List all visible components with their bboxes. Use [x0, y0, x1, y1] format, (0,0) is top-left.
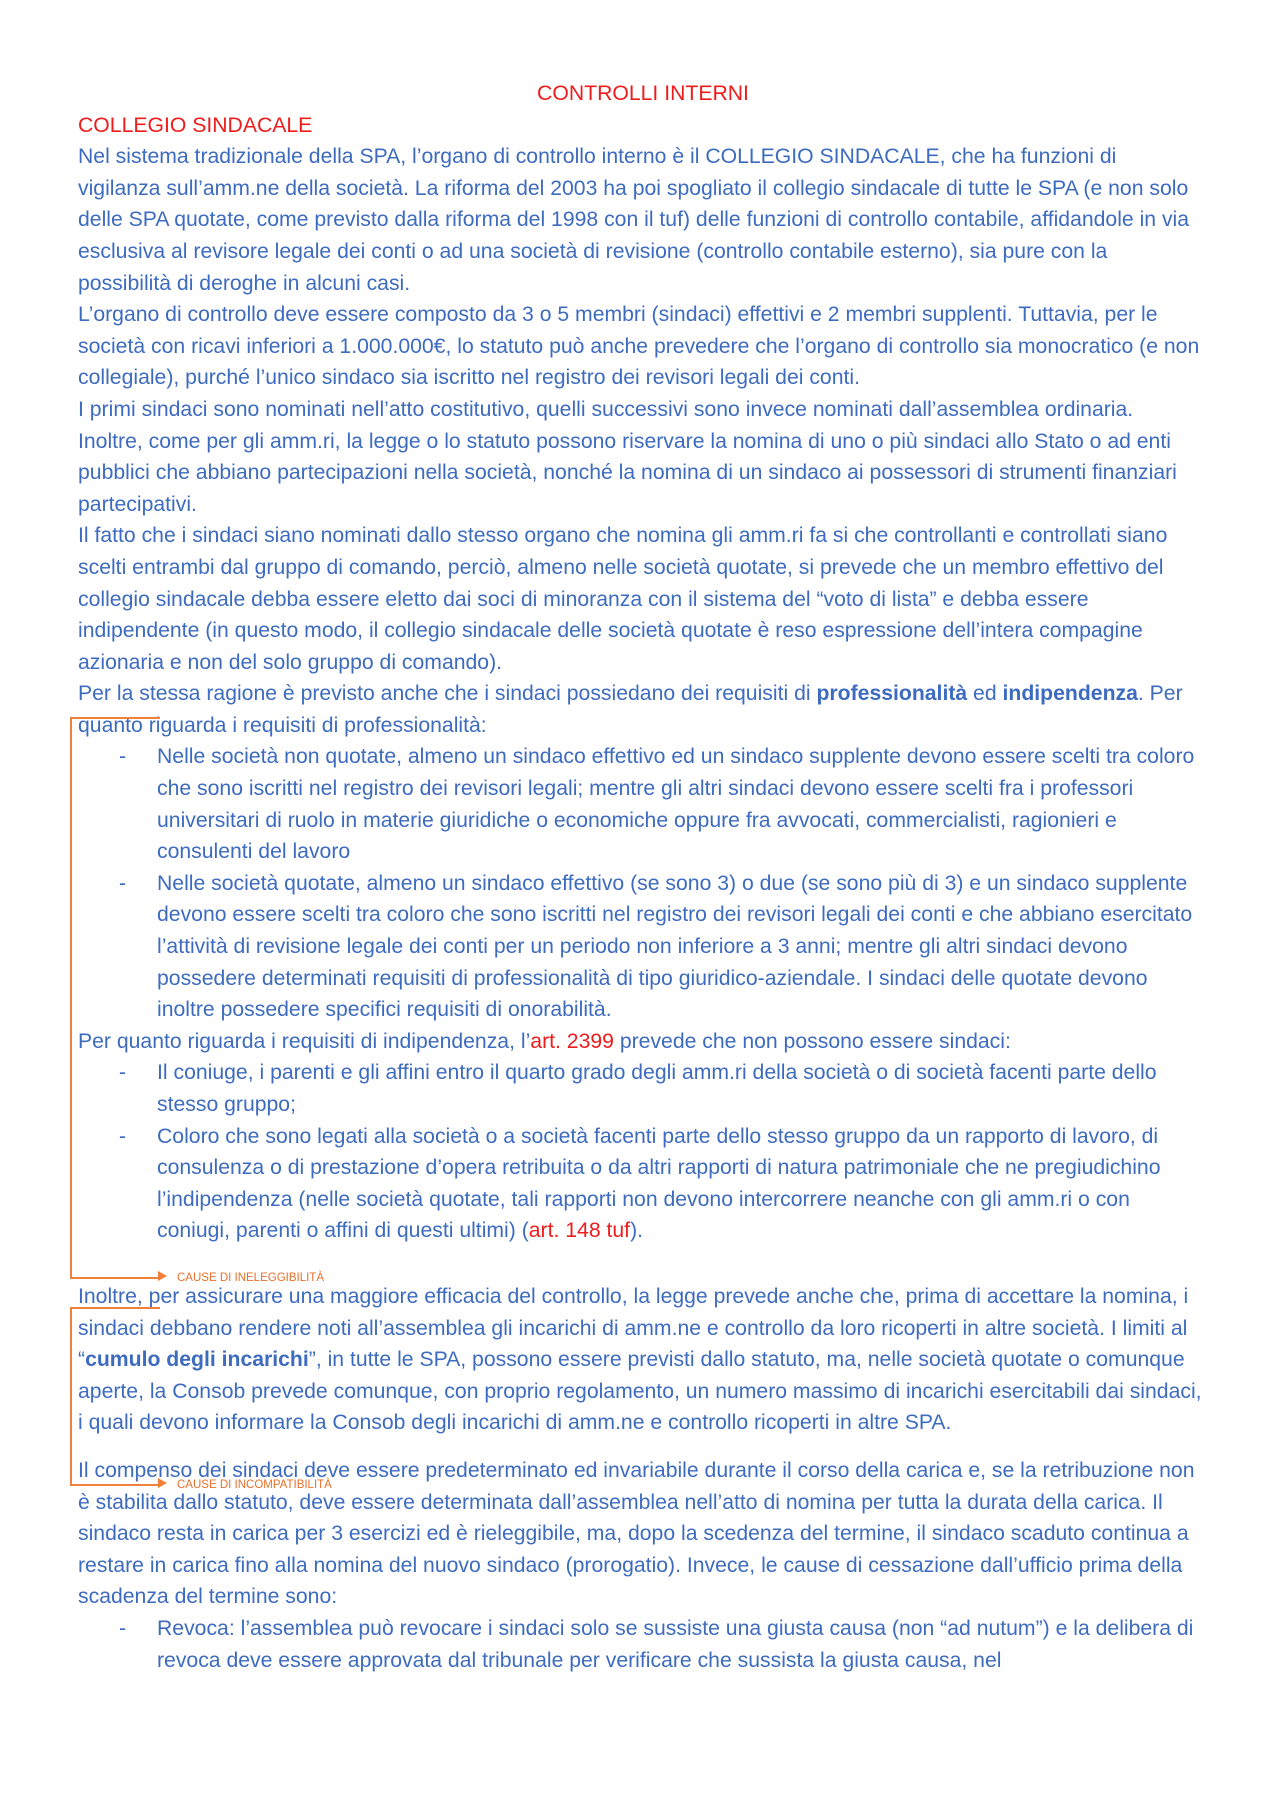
incompatibilita-arrow-icon	[158, 1478, 167, 1488]
paragraph-7: Inoltre, per assicurare una maggiore efficacia del controllo, la legge prevede anche che, prima di accettare la nomina, i sindaci debbano rendere noti all’assemblea gli incarichi di amm.ne e controllo da loro ricoperti in altre società. I limiti al “cumulo degli incarichi”, in tutte le SPA, possono essere previsti dallo statuto, ma, nelle società quotate o comunque aperte, la Consob prevede comunque, con proprio regolamento, un numero massimo di incarichi esercitabili dai sindaci, i quali devono informare la Consob degli incarichi di amm.ne e controllo ricoperti in altre SPA.	[78, 1284, 1202, 1435]
paragraph-1: Nel sistema tradizionale della SPA, l’organo di controllo interno è il COLLEGIO SINDACALE, che ha funzioni di vigilanza sull’amm.ne della società. La riforma del 2003 ha poi spogliato il collegio sindacale di tutte le SPA (e non solo delle SPA quotate, come previsto dalla riforma del 1998 con il tuf) delle funzioni di controllo contabile, affidandole in via esclusiva al revisore legale dei conti o ad una società di revisione (controllo contabile esterno), sia pure con la possibilità di deroghe in alcuni casi.	[78, 145, 1190, 295]
article-reference: art. 2399	[530, 1029, 614, 1053]
list-item: - Revoca: l’assemblea può revocare i sindaci solo se sussiste una giusta causa (non “ad nutum”) e la delibera di revoca deve essere approvata dal tribunale per verificare che sussista la giusta causa, nel	[157, 1613, 1203, 1676]
paragraph-6: Per quanto riguarda i requisiti di indipendenza, l’art. 2399 prevede che non possono essere sindaci:	[78, 1029, 1011, 1053]
paragraph-3: I primi sindaci sono nominati nell’atto costitutivo, quelli successivi sono invece nominati dall’assemblea ordinaria. Inoltre, come per gli amm.ri, la legge o lo statuto possono riservare la nomina di uno o più sindaci allo Stato o ad enti pubblici che abbiano partecipazioni nella società, nonché la nomina di un sindaco ai possessori di strumenti finanziari partecipativi.	[78, 397, 1177, 516]
bold-indipendenza: indipendenza	[1002, 682, 1138, 706]
paragraph-2: L’organo di controllo deve essere composto da 3 o 5 membri (sindaci) effettivi e 2 membri supplenti. Tuttavia, per le società con ricavi inferiori a 1.000.000€, lo statuto può anche prevedere che l’organo di controllo sia monocratico (e non collegiale), purché l’unico sindaco sia iscritto nel registro dei revisori legali dei conti.	[78, 303, 1200, 390]
paragraph-8: Il compenso dei sindaci deve essere predeterminato ed invariabile durante il corso della carica e, se la retribuzione non è stabilita dallo statuto, deve essere determinata dall’assemblea nell’atto di nomina per tutta la durata della carica. Il sindaco resta in carica per 3 esercizi ed è rieleggibile, ma, dopo la scedenza del termine, il sindaco scaduto continua a restare in carica fino alla nomina del nuovo sindaco (prorogatio). Invece, le cause di cessazione dall’ufficio prima della scadenza del termine sono:	[78, 1458, 1195, 1609]
ineleggibilita-label: CAUSE DI INELEGGIBILITÀ	[177, 1272, 324, 1284]
annotation-spacer	[78, 1439, 1203, 1455]
paragraph-5: Per la stessa ragione è previsto anche che i sindaci possiedano dei requisiti di professionalità ed indipendenza. Per quanto riguarda i requisiti di professionalità:	[78, 682, 1183, 737]
incompatibilita-bracket	[70, 1307, 160, 1486]
cessazione-list	[78, 1613, 1203, 1676]
list-item: - Nelle società quotate, almeno un sindaco effettivo (se sono 3) o due (se sono più di 3) e un sindaco supplente devono essere scelti tra coloro che sono iscritti nel registro dei revisori legali dei conti e che abbiano esercitato l’attività di revisione legale dei conti per un periodo non inferiore a 3 anni; mentre gli altri sindaci devono possedere determinati requisiti di professionalità di tipo giuridico-aziendale. I sindaci delle quotate devono inoltre possedere specifici requisiti di onorabilità.	[157, 868, 1203, 1026]
list-item: - Nelle società non quotate, almeno un sindaco effettivo ed un sindaco supplente devono essere scelti tra coloro che sono iscritti nel registro dei revisori legali; mentre gli altri sindaci devono essere scelti fra i professori universitari di ruolo in materie giuridiche o economiche oppure fra avvocati, commercialisti, ragionieri e consulenti del lavoro	[157, 741, 1203, 867]
article-reference: art. 148 tuf	[528, 1219, 631, 1243]
document-body	[78, 78, 1203, 1676]
bold-professionalita: professionalità	[816, 682, 968, 706]
bold-cumulo-incarichi: cumulo degli incarichi	[85, 1348, 309, 1372]
list-item: - Coloro che sono legati alla società o a società facenti parte dello stesso gruppo da un rapporto di lavoro, di consulenza o di prestazione d’opera retribuita o da altri rapporti di natura patrimoniale che ne pregiudichino l’indipendenza (nelle società quotate, tali rapporti non devono intercorrere neanche con gli amm.ri o con coniugi, parenti o affini di questi ultimi) (art. 148 tuf).	[157, 1121, 1203, 1247]
ineleggibilita-arrow-icon	[158, 1271, 167, 1281]
paragraph-4: Il fatto che i sindaci siano nominati dallo stesso organo che nomina gli amm.ri fa si che controllanti e controllati siano scelti entrambi dal gruppo di comando, perciò, almeno nelle società quotate, si prevede che un membro effettivo del collegio sindacale debba essere eletto dai soci di minoranza con il sistema del “voto di lista” e debba essere indipendente (in questo modo, il collegio sindacale delle società quotate è reso espressione dell’intera compagine azionaria e non del solo gruppo di comando).	[78, 524, 1168, 674]
page-title: CONTROLLI INTERNI	[537, 82, 749, 105]
list-item: - Il coniuge, i parenti e gli affini entro il quarto grado degli amm.ri della società o di società facenti parte dello stesso gruppo;	[157, 1057, 1203, 1120]
ineleggibilita-bracket	[70, 717, 160, 1279]
indipendenza-list	[78, 1057, 1203, 1247]
incompatibilita-label: CAUSE DI INCOMPATIBILITÀ	[177, 1479, 332, 1491]
section-heading: COLLEGIO SINDACALE	[78, 113, 313, 137]
professionalita-list	[78, 741, 1203, 1025]
